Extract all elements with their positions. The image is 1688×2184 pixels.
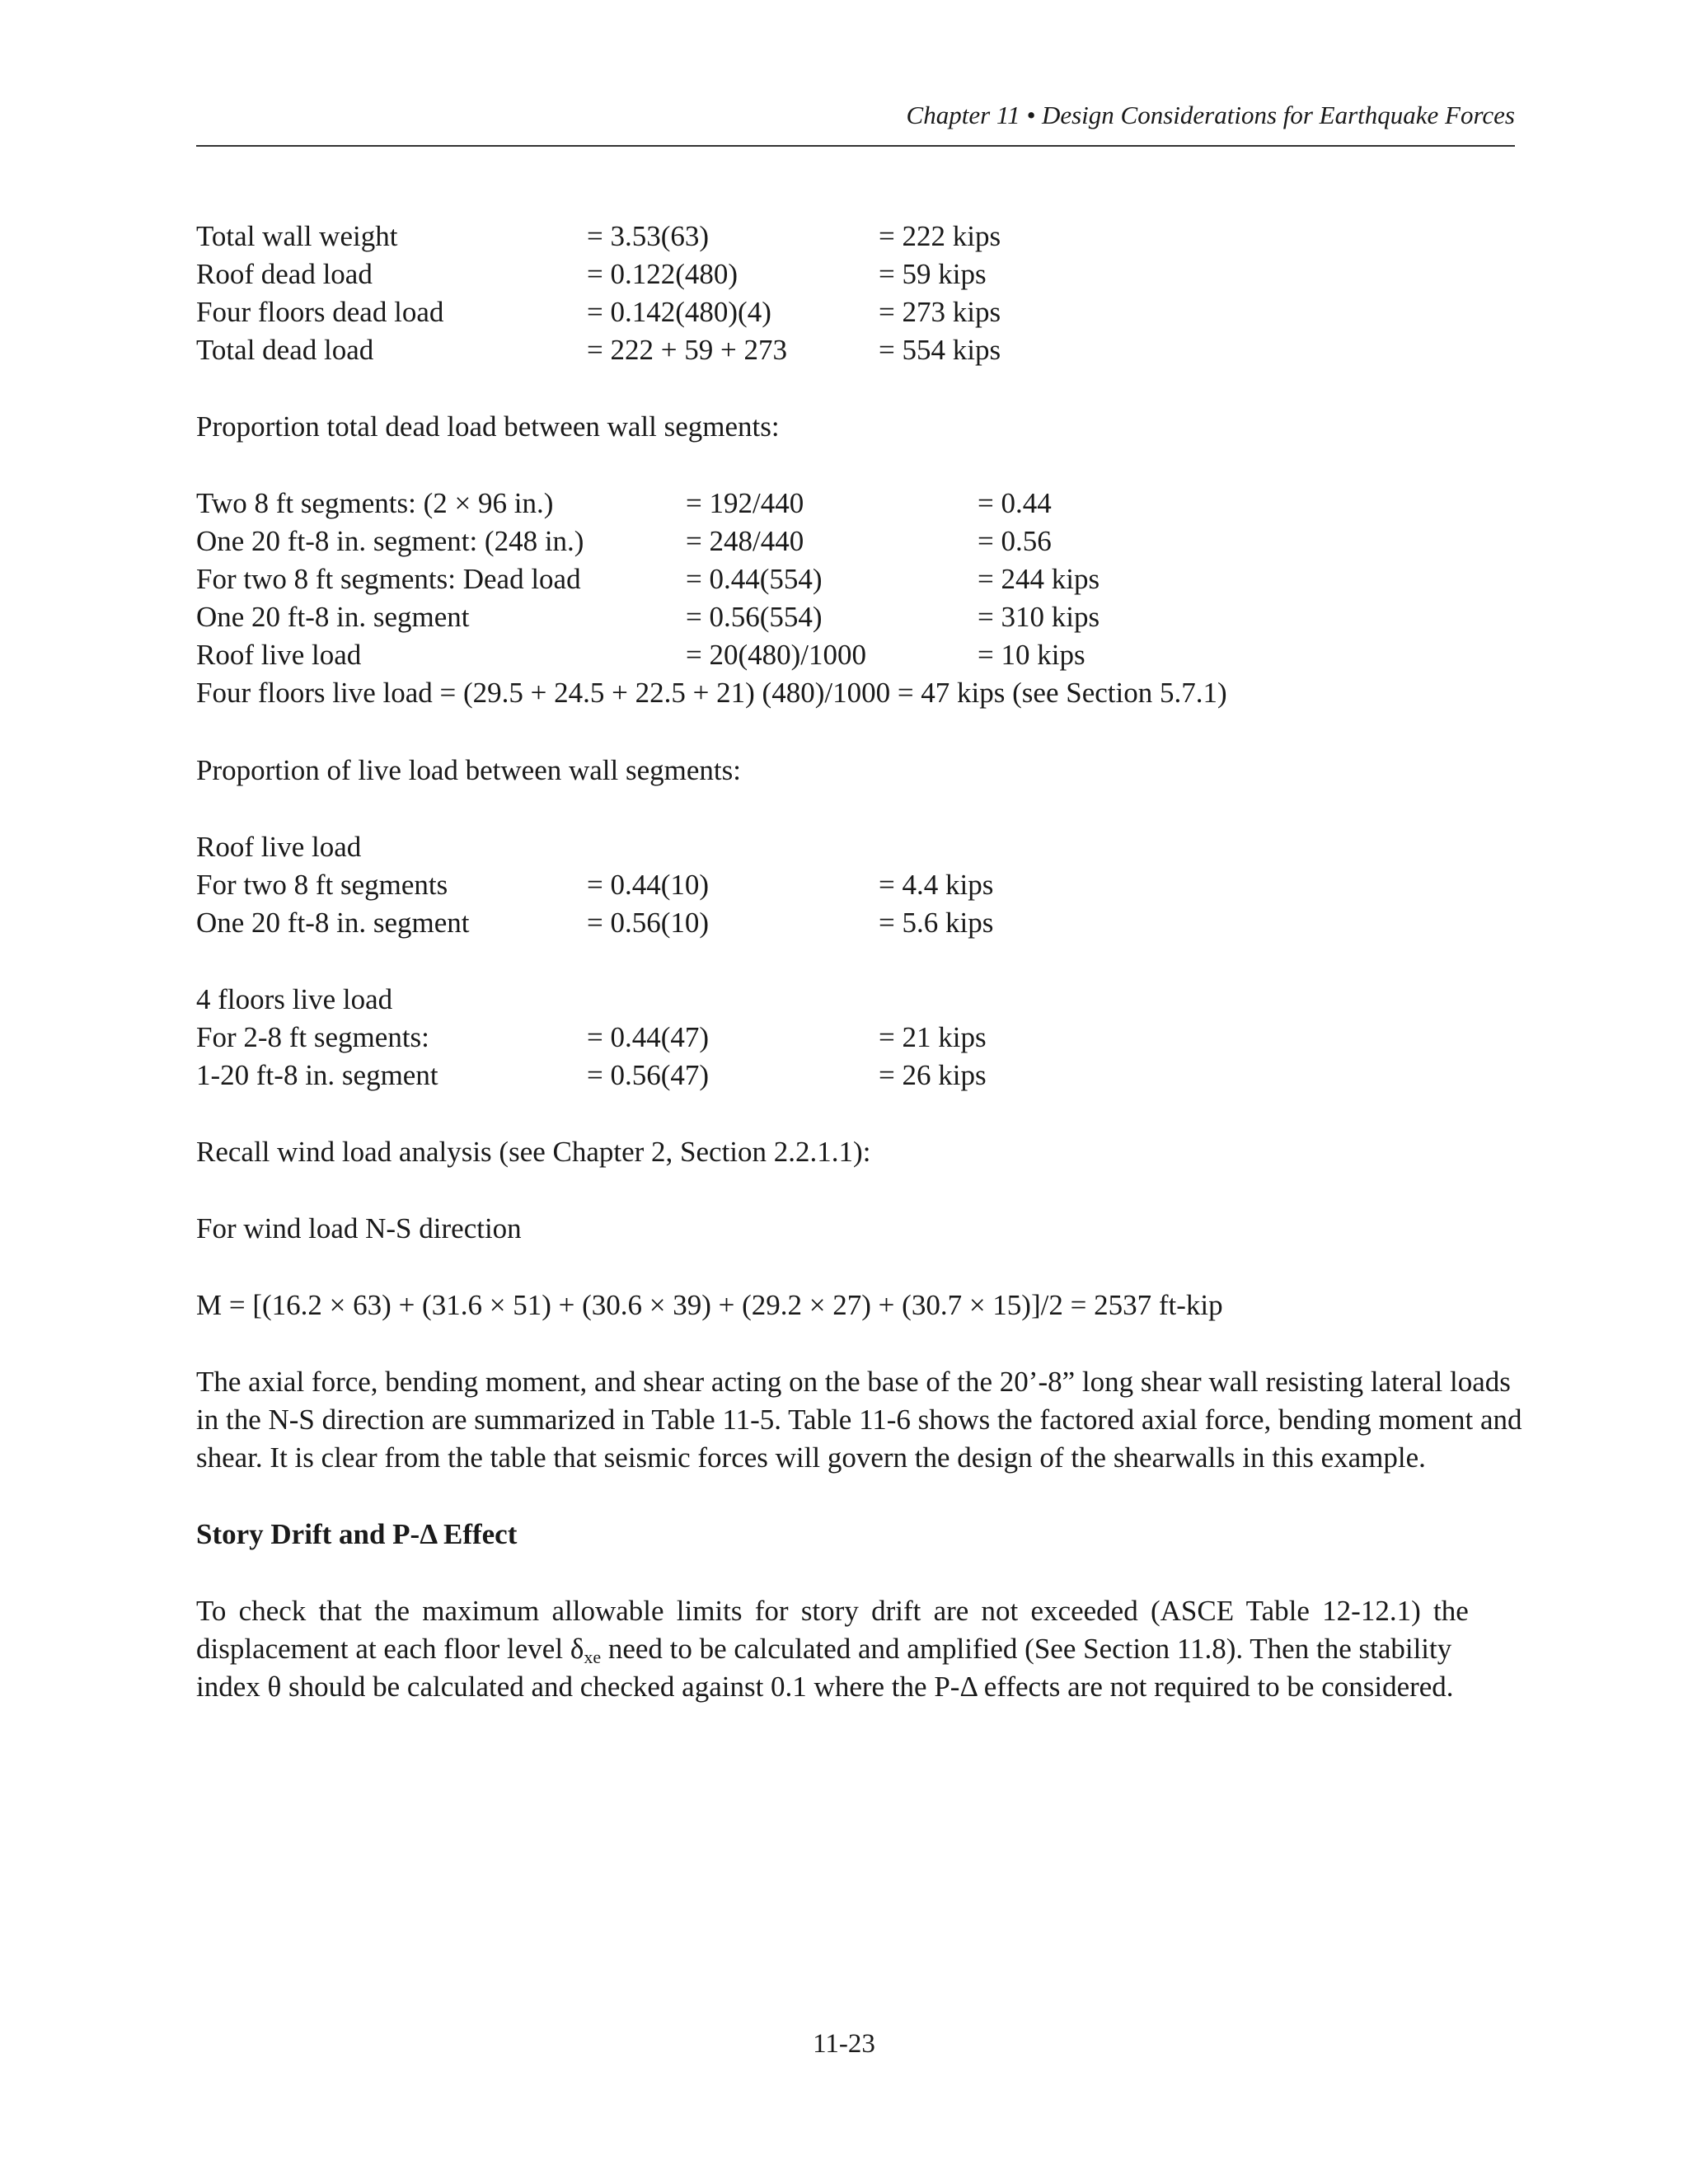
floors-live-table [196,981,1515,1094]
drift-paragraph [196,1592,1515,1706]
table-row [196,485,1515,523]
row-result: = 59 kips [879,258,987,290]
page-number: 11-23 [813,2029,875,2059]
row-result: = 4.4 kips [879,869,994,901]
paragraph-line: To check that the maximum allowable limits for story drift are not exceeded (ASCE Table 12-12.1) the [196,1595,1469,1627]
table-row [196,523,1515,560]
dead-load-table [196,218,1515,369]
row-result: = 222 kips [879,220,1001,252]
row-expression: = 0.56(554) [686,601,823,633]
roof-live-table [196,828,1515,942]
row-expression: = 0.56(47) [587,1059,710,1091]
summary-paragraph [196,1363,1522,1477]
floors-live-title: 4 floors live load [196,983,393,1015]
table-row [196,331,1515,369]
table-row [196,218,1515,255]
running-head: Chapter 11 • Design Considerations for Earthquake Forces [906,101,1515,129]
row-expression: = 0.44(10) [587,869,710,901]
row-expression: = 222 + 59 + 273 [587,334,787,366]
paragraph-line: index θ should be calculated and checked against 0.1 where the P-Δ effects are not required to be considered. [196,1671,1454,1703]
paragraph-line: The axial force, bending moment, and shear acting on the base of the 20’-8” long shear wall resisting lateral loads [196,1366,1511,1398]
row-result: = 21 kips [879,1021,987,1053]
row-result: = 0.56 [978,525,1052,557]
table-row [196,904,1515,942]
row-result: = 10 kips [978,639,1085,671]
row-expression: = 0.56(10) [587,907,710,939]
row-label: Roof dead load [196,258,373,290]
row-label: Four floors dead load [196,296,444,328]
table-row [196,255,1515,293]
moment-equation: M = [(16.2 × 63) + (31.6 × 51) + (30.6 × 39) + (29.2 × 27) + (30.7 × 15)]/2 = 2537 ft-kip [196,1289,1223,1321]
row-result: = 310 kips [978,601,1100,633]
table-row [196,636,1515,674]
line-text: displacement at each floor level δ [196,1633,584,1665]
table-row [196,1057,1515,1094]
row-result: = 5.6 kips [879,907,994,939]
paragraph-line [196,1630,1515,1668]
section-heading: Story Drift and P-Δ Effect [196,1518,518,1550]
proportion-dead-intro: Proportion total dead load between wall segments: [196,410,780,443]
row-label: 1-20 ft-8 in. segment [196,1059,438,1091]
table-row [196,866,1515,904]
row-expression: = 20(480)/1000 [686,639,867,671]
table-row [196,560,1515,598]
roof-live-title: Roof live load [196,831,362,863]
row-label: Roof live load [196,639,362,671]
row-result: = 554 kips [879,334,1001,366]
row-result: = 273 kips [879,296,1001,328]
wind-recall-text: Recall wind load analysis (see Chapter 2, Section 2.2.1.1): [196,1136,871,1168]
row-expression: = 0.44(554) [686,563,823,595]
row-result: = 244 kips [978,563,1100,595]
row-label: One 20 ft-8 in. segment [196,601,470,633]
row-label: Total dead load [196,334,374,366]
row-label: For two 8 ft segments [196,869,448,901]
row-label: For 2-8 ft segments: [196,1021,429,1053]
table-row [196,293,1515,331]
table-row [196,1019,1515,1057]
row-expression: = 0.122(480) [587,258,738,290]
row-expression: = 3.53(63) [587,220,710,252]
line-text: need to be calculated and amplified (See Section 11.8). Then the stability [601,1633,1452,1665]
paragraph-line: in the N-S direction are summarized in Table 11-5. Table 11-6 shows the factored axial force, bending moment and [196,1404,1522,1436]
row-label: Total wall weight [196,220,398,252]
paragraph-line: shear. It is clear from the table that seismic forces will govern the design of the shearwalls in this example. [196,1441,1426,1474]
row-label: Two 8 ft segments: (2 × 96 in.) [196,487,554,519]
floors-live-load-line: Four floors live load = (29.5 + 24.5 + 22.5 + 21) (480)/1000 = 47 kips (see Section 5.7.1) [196,677,1227,709]
row-expression: = 0.44(47) [587,1021,710,1053]
row-expression: = 0.142(480)(4) [587,296,771,328]
row-result: = 0.44 [978,487,1052,519]
row-result: = 26 kips [879,1059,987,1091]
subscript-text: xe [584,1647,602,1667]
row-expression: = 192/440 [686,487,804,519]
row-label: One 20 ft-8 in. segment: (248 in.) [196,525,584,557]
row-label: For two 8 ft segments: Dead load [196,563,581,595]
proportion-live-intro: Proportion of live load between wall segments: [196,754,741,786]
table-row [196,598,1515,636]
row-expression: = 248/440 [686,525,804,557]
wind-direction-text: For wind load N-S direction [196,1212,522,1244]
segment-table [196,485,1515,712]
row-label: One 20 ft-8 in. segment [196,907,470,939]
header-rule [196,145,1515,147]
